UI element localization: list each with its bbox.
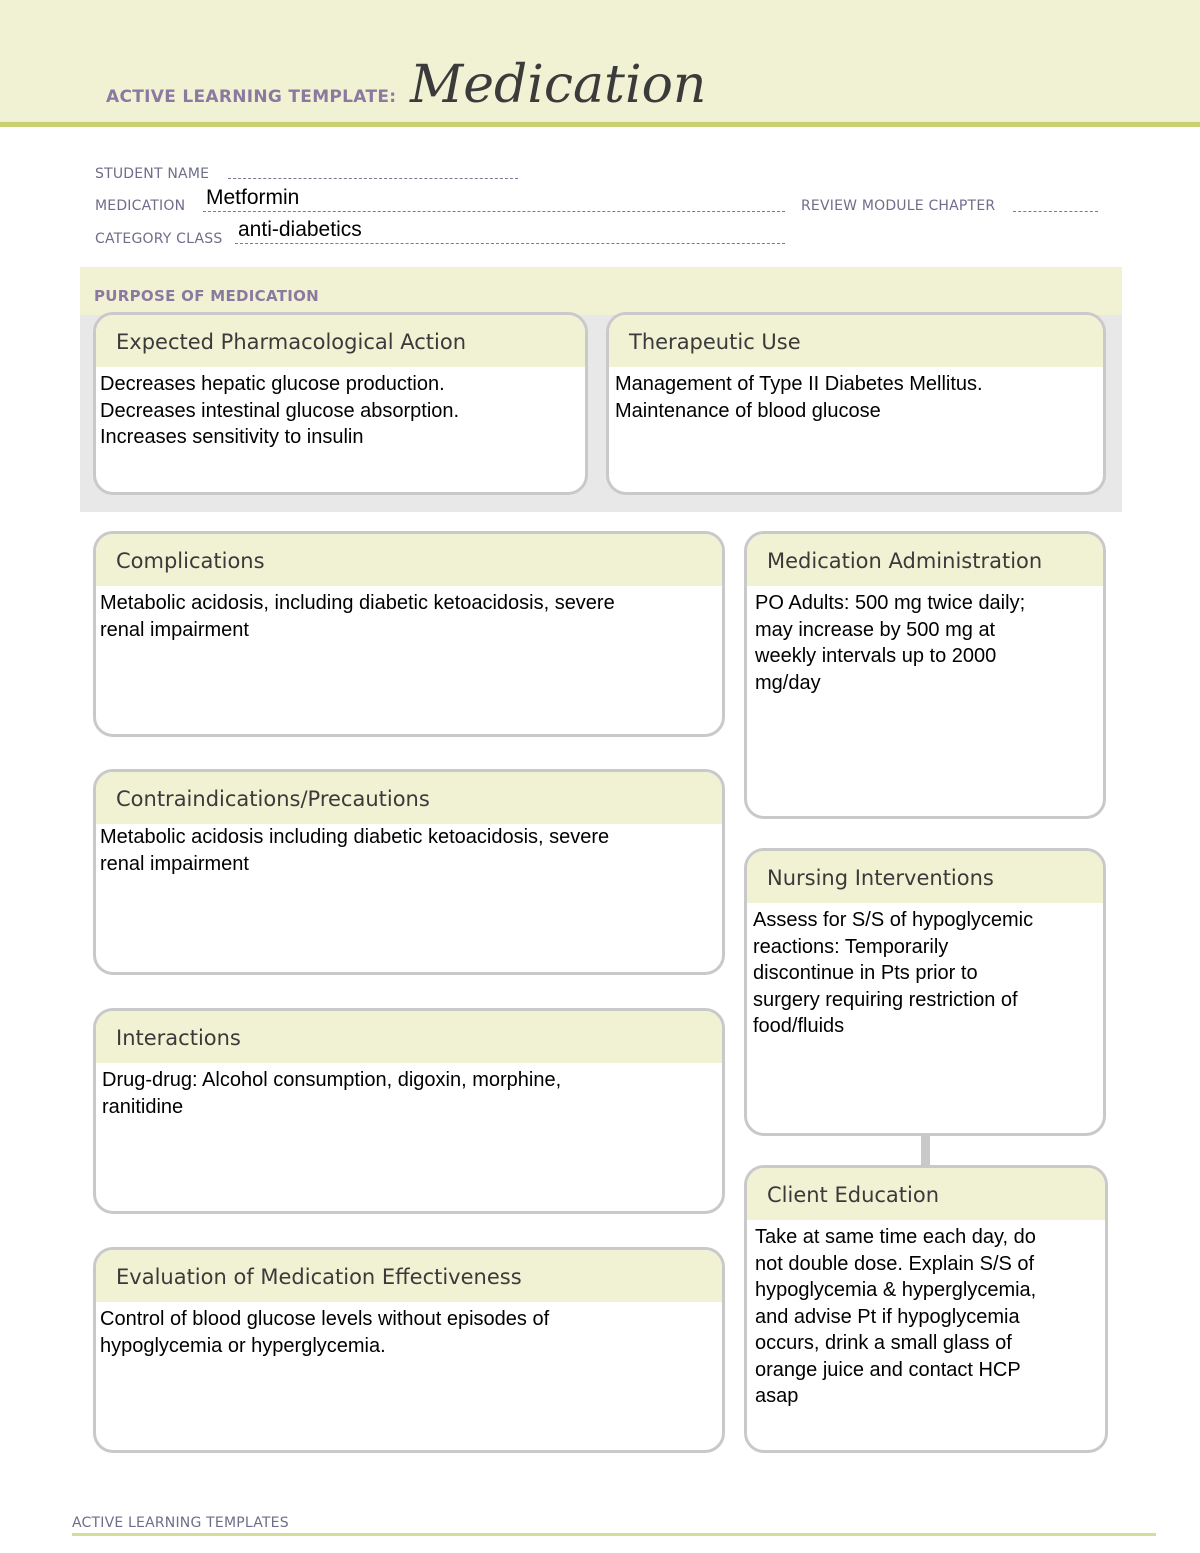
education-title: Client Education [747, 1168, 1105, 1220]
expected-action-title: Expected Pharmacological Action [96, 315, 585, 367]
footer-label: ACTIVE LEARNING TEMPLATES [72, 1515, 289, 1531]
medication-line [203, 211, 785, 212]
interactions-title: Interactions [96, 1011, 722, 1063]
evaluation-card [93, 1247, 725, 1453]
card-connector [921, 1134, 930, 1168]
footer-rule [72, 1533, 1156, 1536]
category-class-label: CATEGORY CLASS [95, 231, 223, 247]
purpose-label: PURPOSE OF MEDICATION [94, 287, 320, 305]
contraindications-card [93, 769, 725, 975]
template-label: ACTIVE LEARNING TEMPLATE: [106, 87, 397, 107]
therapeutic-use-card [606, 312, 1106, 495]
medication-label: MEDICATION [95, 198, 186, 214]
complications-title: Complications [96, 534, 722, 586]
category-class-field[interactable]: anti-diabetics [238, 218, 362, 241]
education-card [744, 1165, 1108, 1453]
complications-text[interactable]: Metabolic acidosis, including diabetic ketoacidosis, severe renal impairment [100, 592, 615, 641]
administration-card [744, 531, 1106, 819]
evaluation-title: Evaluation of Medication Effectiveness [96, 1250, 722, 1302]
expected-action-card [93, 312, 588, 495]
complications-card [93, 531, 725, 737]
administration-text[interactable]: PO Adults: 500 mg twice daily; may increase by 500 mg at weekly intervals up to 2000 mg/day [755, 592, 1026, 694]
evaluation-text[interactable]: Control of blood glucose levels without episodes of hypoglycemia or hyperglycemia. [100, 1308, 550, 1357]
student-name-field[interactable] [232, 160, 512, 182]
nursing-text[interactable]: Assess for S/S of hypoglycemic reactions: Temporarily discontinue in Pts prior to surgery requiring restriction of food/fluids [753, 909, 1034, 1037]
student-name-label: STUDENT NAME [95, 166, 210, 182]
header-rule [0, 122, 1200, 127]
review-module-label: REVIEW MODULE CHAPTER [801, 198, 996, 214]
nursing-card [744, 848, 1106, 1136]
nursing-title: Nursing Interventions [747, 851, 1103, 903]
interactions-text[interactable]: Drug-drug: Alcohol consumption, digoxin, morphine, ranitidine [102, 1069, 562, 1118]
medication-field[interactable]: Metformin [206, 186, 300, 209]
contraindications-title: Contraindications/Precautions [96, 772, 722, 824]
therapeutic-use-title: Therapeutic Use [609, 315, 1103, 367]
administration-title: Medication Administration [747, 534, 1103, 586]
review-module-field[interactable] [1015, 190, 1095, 212]
category-class-line [235, 243, 785, 244]
page-title: Medication [410, 55, 707, 115]
education-text[interactable]: Take at same time each day, do not double dose. Explain S/S of hypoglycemia & hyperglycemia, and advise Pt if hypoglycemia occurs, drink a small glass of orange juice and contact HCP asap [755, 1226, 1037, 1407]
expected-action-text[interactable]: Decreases hepatic glucose production. Decreases intestinal glucose absorption. Increases sensitivity to insulin [100, 373, 460, 448]
contraindications-text[interactable]: Metabolic acidosis including diabetic ketoacidosis, severe renal impairment [100, 826, 610, 875]
interactions-card [93, 1008, 725, 1214]
therapeutic-use-text[interactable]: Management of Type II Diabetes Mellitus. Maintenance of blood glucose [615, 373, 983, 422]
